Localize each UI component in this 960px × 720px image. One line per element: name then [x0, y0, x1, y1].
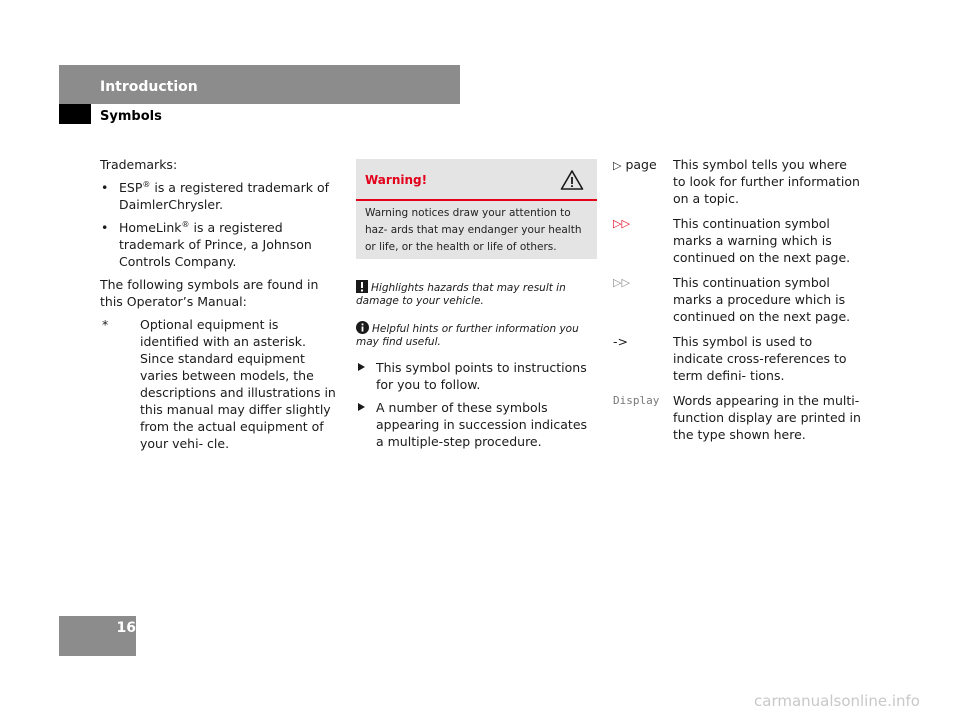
step-arrow-icon: [358, 363, 365, 371]
trademarks-heading: Trademarks:: [100, 157, 178, 172]
cross-reference-symbol: ->: [613, 334, 628, 349]
hazard-note: Highlights hazards that may result in damage to your vehicle.: [356, 282, 566, 307]
step-item: This symbol points to instructions for you to follow.: [356, 359, 596, 393]
bullet-item: • ESP® is a registered trademark of DaimlerChrysler.: [101, 179, 330, 212]
watermark: carmanualsonline.info: [754, 692, 920, 710]
info-note: Helpful hints or further information you may find useful.: [356, 323, 579, 348]
page-number: 16: [116, 620, 136, 636]
warning-text: Warning notices draw your attention to haz- ards that may endanger your health or life, or the health or life of others.: [365, 207, 582, 253]
symbol-row-display: Display Words appearing in the multi- function display are printed in the type shown here.: [613, 393, 861, 442]
bullet-item: • HomeLink® is a registered trademark of Prince, a Johnson Controls Company.: [101, 219, 312, 269]
symbol-row-procedure-continued: ▷▷ This continuation symbol marks a procedure which is continued on the next page.: [613, 275, 851, 324]
warning-box: [356, 159, 597, 259]
symbols-intro: The following symbols are found in this Operator’s Manual:: [100, 277, 319, 309]
display-font-sample: Display: [613, 394, 660, 407]
warning-triangle-icon: [560, 169, 584, 191]
continuation-warning-icon: ▷▷: [613, 217, 630, 230]
column-right: [613, 156, 863, 451]
header-marker: [59, 104, 91, 124]
section-title: Introduction: [100, 79, 198, 95]
page-triangle-icon: ▷: [613, 159, 622, 172]
asterisk-entry: [100, 316, 340, 452]
symbol-row-warning-continued: ▷▷ This continuation symbol marks a warning which is continued on the next page.: [613, 216, 851, 265]
step-item: A number of these symbols appearing in succession indicates a multiple-step procedure.: [356, 399, 596, 450]
exclamation-icon: [356, 280, 368, 293]
asterisk-text: Optional equipment is identified with an asterisk. Since standard equipment varies between models, the descriptions and illustrations in this manual may differ slightly from the actual equipment of your vehi- cle.: [140, 317, 336, 451]
info-icon: [356, 321, 369, 334]
asterisk-symbol: *: [102, 317, 109, 332]
step-arrow-icon: [358, 403, 365, 411]
steps-list: [356, 359, 596, 450]
symbol-row-page: ▷ page This symbol tells you where to look for further information on a topic.: [613, 157, 860, 206]
symbol-row-cross-reference: -> This symbol is used to indicate cross-references to term defini- tions.: [613, 334, 847, 383]
continuation-procedure-icon: ▷▷: [613, 276, 630, 289]
warning-title: Warning!: [365, 173, 428, 187]
subsection-title: Symbols: [100, 109, 162, 124]
column-left: [100, 156, 340, 452]
page-ref-symbol: ▷ page: [613, 157, 657, 172]
